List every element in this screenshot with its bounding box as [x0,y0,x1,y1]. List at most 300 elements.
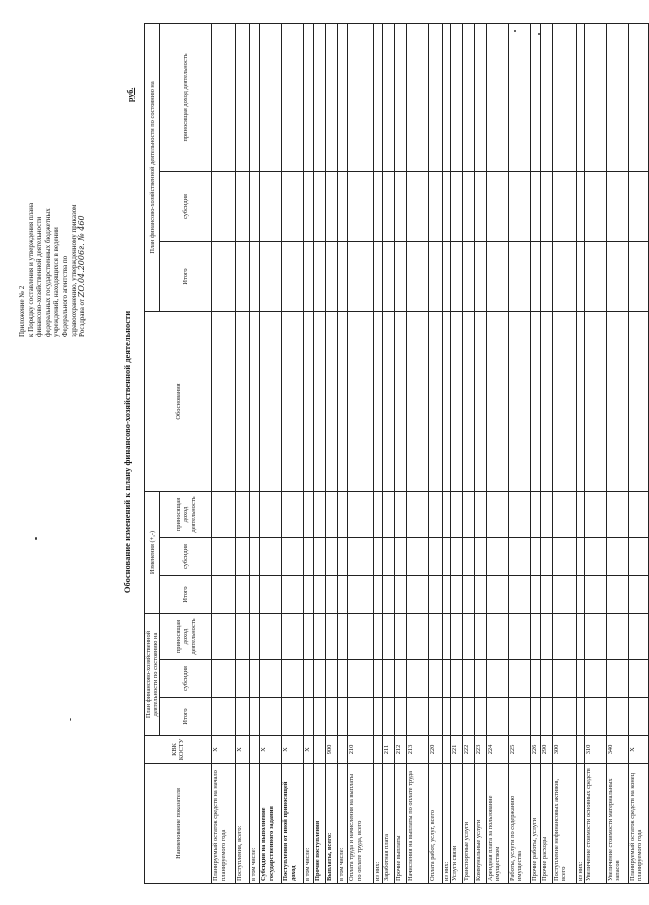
empty-cell [374,538,382,576]
empty-cell [442,311,450,491]
empty-cell [374,491,382,537]
empty-cell [260,311,282,491]
empty-cell [314,614,326,660]
empty-cell [212,23,236,171]
empty-cell [540,614,552,660]
empty-cell [486,171,508,241]
empty-cell [629,614,649,660]
row-label: Поступления, всего: [236,764,250,884]
empty-cell [374,23,382,171]
empty-cell [394,241,406,311]
empty-cell [486,23,508,171]
empty-cell [314,23,326,171]
empty-cell [212,311,236,491]
empty-cell [282,311,304,491]
empty-cell [552,698,576,736]
empty-cell [462,23,474,171]
empty-cell [607,241,629,311]
empty-cell [374,660,382,698]
empty-cell [326,614,338,660]
empty-cell [552,491,576,537]
empty-cell [338,660,348,698]
empty-cell [607,698,629,736]
row-label: в том числе: [304,764,314,884]
empty-cell [394,311,406,491]
empty-cell [314,311,326,491]
empty-cell [576,698,584,736]
empty-cell [474,241,486,311]
empty-cell [428,171,442,241]
currency-unit: руб. [126,87,135,102]
empty-cell [576,171,584,241]
table-row [552,23,576,883]
empty-cell [338,538,348,576]
empty-cell [462,614,474,660]
row-label: Коммунальные услуги [474,764,486,884]
table-row [338,23,348,883]
empty-cell [629,241,649,311]
row-label: из них: [576,764,584,884]
row-label: Прочие расходы [540,764,552,884]
empty-cell [338,171,348,241]
empty-cell [540,491,552,537]
row-label: Оплата работ, услуг, всего [428,764,442,884]
empty-cell [585,491,607,537]
empty-cell [260,614,282,660]
empty-cell [607,576,629,614]
empty-cell [462,698,474,736]
row-label: Субсидии на выполнение государственного задания [260,764,282,884]
table-row [394,23,406,883]
empty-cell [382,491,394,537]
empty-cell [406,614,428,660]
empty-cell [629,171,649,241]
empty-cell [462,241,474,311]
empty-cell [474,538,486,576]
empty-cell [607,491,629,537]
empty-cell [236,491,250,537]
row-code: 300 [552,736,576,764]
col-header-code: КВК КОСТУ [145,736,212,764]
empty-cell [348,311,374,491]
empty-cell [530,538,540,576]
empty-cell [474,491,486,537]
table-row [474,23,486,883]
empty-cell [338,491,348,537]
table-row [450,23,462,883]
row-label: в том числе: [338,764,348,884]
scan-speck [35,537,37,540]
empty-cell [508,576,530,614]
empty-cell [450,576,462,614]
empty-cell [540,538,552,576]
col-header-income: приносящая доход деятельность [160,614,212,660]
empty-cell [212,241,236,311]
empty-cell [382,698,394,736]
col-header-subsidy: субсидия [160,538,212,576]
row-code: 223 [474,736,486,764]
empty-cell [406,491,428,537]
empty-cell [338,576,348,614]
empty-cell [530,241,540,311]
row-code: 220 [428,736,442,764]
empty-cell [607,23,629,171]
table-row [462,23,474,883]
empty-cell [576,491,584,537]
empty-cell [442,241,450,311]
empty-cell [474,698,486,736]
empty-cell [348,614,374,660]
empty-cell [338,23,348,171]
empty-cell [585,171,607,241]
table-row [374,23,382,883]
empty-cell [607,614,629,660]
row-code [314,736,326,764]
table-row [585,23,607,883]
row-code: X [629,736,649,764]
empty-cell [250,698,260,736]
empty-cell [462,171,474,241]
empty-cell [348,23,374,171]
empty-cell [576,241,584,311]
empty-cell [236,171,250,241]
empty-cell [486,241,508,311]
empty-cell [304,171,314,241]
row-code: 210 [348,736,374,764]
empty-cell [607,171,629,241]
empty-cell [394,538,406,576]
empty-cell [530,23,540,171]
empty-cell [607,660,629,698]
empty-cell [629,311,649,491]
table-row [212,23,236,883]
empty-cell [282,23,304,171]
empty-cell [486,538,508,576]
table-row [326,23,338,883]
row-code: X [260,736,282,764]
empty-cell [394,698,406,736]
appendix-line: к Порядку составления и утверждения плана [26,202,35,337]
empty-cell [260,698,282,736]
empty-cell [348,538,374,576]
table-row [250,23,260,883]
empty-cell [552,538,576,576]
empty-cell [304,311,314,491]
empty-cell [314,241,326,311]
empty-cell [326,538,338,576]
table-row [348,23,374,883]
row-code: 225 [508,736,530,764]
empty-cell [236,698,250,736]
col-header-name: Наименование показателя [145,764,212,884]
table-row [314,23,326,883]
scan-speck [538,33,540,35]
empty-cell [552,576,576,614]
empty-cell [394,660,406,698]
empty-cell [406,538,428,576]
row-label: Планируемый остаток средств на начало планируемого года [212,764,236,884]
table-row [530,23,540,883]
empty-cell [382,241,394,311]
row-code [374,736,382,764]
empty-cell [450,491,462,537]
empty-cell [304,491,314,537]
row-code: X [212,736,236,764]
empty-cell [585,576,607,614]
handwritten-order-number: ZO.04.2006г. № 460 [77,215,87,298]
empty-cell [260,491,282,537]
empty-cell [304,241,314,311]
empty-cell [406,311,428,491]
empty-cell [282,171,304,241]
empty-cell [607,538,629,576]
empty-cell [374,171,382,241]
empty-cell [462,660,474,698]
col-header-plan-start: План финансово-хозяйственной деятельности по состоянию на [145,614,160,736]
table-row [282,23,304,883]
empty-cell [585,311,607,491]
empty-cell [212,576,236,614]
empty-cell [326,241,338,311]
empty-cell [260,23,282,171]
empty-cell [585,660,607,698]
empty-cell [540,311,552,491]
table-row [540,23,552,883]
empty-cell [236,23,250,171]
empty-cell [212,171,236,241]
empty-cell [428,576,442,614]
empty-cell [260,171,282,241]
empty-cell [250,311,260,491]
empty-cell [406,171,428,241]
empty-cell [552,241,576,311]
empty-cell [442,614,450,660]
empty-cell [260,241,282,311]
empty-cell [374,241,382,311]
appendix-line: здравоохранению, утвержденному приказом [69,204,78,337]
empty-cell [486,491,508,537]
table-row [428,23,442,883]
empty-cell [474,576,486,614]
row-label: Поступления от иной приносящей доход [282,764,304,884]
empty-cell [450,23,462,171]
row-code: 211 [382,736,394,764]
empty-cell [428,660,442,698]
empty-cell [250,171,260,241]
empty-cell [428,538,442,576]
table-row [508,23,530,883]
empty-cell [374,614,382,660]
empty-cell [304,614,314,660]
empty-cell [394,491,406,537]
empty-cell [428,241,442,311]
empty-cell [629,538,649,576]
empty-cell [585,241,607,311]
table-row [236,23,250,883]
empty-cell [282,538,304,576]
empty-cell [486,311,508,491]
empty-cell [338,241,348,311]
empty-cell [428,311,442,491]
empty-cell [629,23,649,171]
empty-cell [552,614,576,660]
empty-cell [314,171,326,241]
empty-cell [260,660,282,698]
order-reference [78,37,87,337]
row-code [576,736,584,764]
empty-cell [212,491,236,537]
empty-cell [236,576,250,614]
empty-cell [462,491,474,537]
col-header-plan-end: План финансово-хозяйственной деятельности по состоянию на [145,23,160,311]
empty-cell [348,171,374,241]
empty-cell [474,171,486,241]
empty-cell [348,576,374,614]
appendix-note [18,37,87,337]
empty-cell [394,171,406,241]
appendix-line: федеральных государственных бюджетных [43,208,52,337]
row-label: в том числе: [250,764,260,884]
empty-cell [304,576,314,614]
row-label: Оплата труда и начисления на выплаты по оплате труда, всего [348,764,374,884]
empty-cell [629,698,649,736]
row-label: Планируемый остаток средств на конец планируемого года [629,764,649,884]
empty-cell [212,614,236,660]
empty-cell [508,491,530,537]
empty-cell [508,660,530,698]
empty-cell [282,241,304,311]
row-label: Увеличение стоимости материальных запасов [607,764,629,884]
empty-cell [530,614,540,660]
empty-cell [450,698,462,736]
empty-cell [576,311,584,491]
empty-cell [462,538,474,576]
empty-cell [282,614,304,660]
empty-cell [576,576,584,614]
row-code: 213 [406,736,428,764]
empty-cell [540,660,552,698]
empty-cell [382,660,394,698]
empty-cell [508,538,530,576]
empty-cell [236,660,250,698]
empty-cell [508,614,530,660]
empty-cell [576,538,584,576]
appendix-line: финансово-хозяйственной деятельности [35,216,44,337]
empty-cell [374,311,382,491]
empty-cell [236,311,250,491]
empty-cell [406,576,428,614]
scan-speck [70,718,71,721]
empty-cell [406,23,428,171]
empty-cell [585,23,607,171]
empty-cell [486,698,508,736]
empty-cell [282,491,304,537]
empty-cell [282,576,304,614]
empty-cell [212,660,236,698]
row-label: Увеличение стоимости основных средств [585,764,607,884]
empty-cell [406,241,428,311]
empty-cell [576,660,584,698]
empty-cell [585,538,607,576]
empty-cell [486,614,508,660]
empty-cell [442,660,450,698]
empty-cell [250,538,260,576]
empty-cell [552,311,576,491]
row-code [442,736,450,764]
empty-cell [508,698,530,736]
row-code: X [236,736,250,764]
empty-cell [428,491,442,537]
empty-cell [585,614,607,660]
table-row [442,23,450,883]
empty-cell [508,311,530,491]
row-code: X [282,736,304,764]
empty-cell [540,698,552,736]
empty-cell [348,698,374,736]
table-row [304,23,314,883]
empty-cell [552,171,576,241]
empty-cell [382,538,394,576]
row-code: 221 [450,736,462,764]
row-label: Услуги связи [450,764,462,884]
col-header-total: Итого [160,576,212,614]
table-row [260,23,282,883]
col-header-income: приносящая доход деятельность [160,491,212,537]
empty-cell [348,491,374,537]
empty-cell [442,538,450,576]
table-row [607,23,629,883]
row-label: Работы, услуги по содержанию имущества [508,764,530,884]
empty-cell [508,171,530,241]
empty-cell [462,576,474,614]
row-code: 290 [540,736,552,764]
empty-cell [450,241,462,311]
empty-cell [607,311,629,491]
empty-cell [474,660,486,698]
row-label: Прочие поступления [314,764,326,884]
empty-cell [629,660,649,698]
empty-cell [540,171,552,241]
empty-cell [326,23,338,171]
table-row [486,23,508,883]
row-label: Транспортные услуги [462,764,474,884]
empty-cell [348,241,374,311]
header-row-top [145,23,160,883]
empty-cell [212,698,236,736]
empty-cell [428,698,442,736]
empty-cell [326,660,338,698]
table-row [406,23,428,883]
empty-cell [530,698,540,736]
col-header-subsidy: субсидия [160,660,212,698]
empty-cell [442,698,450,736]
col-header-justification: Обоснования [145,311,212,491]
empty-cell [314,491,326,537]
empty-cell [374,698,382,736]
empty-cell [462,311,474,491]
empty-cell [442,171,450,241]
appendix-line: учреждений, находящихся в ведении [52,227,61,337]
row-label: Арендная плата за пользование имуществом [486,764,508,884]
empty-cell [326,698,338,736]
empty-cell [338,614,348,660]
empty-cell [304,23,314,171]
col-header-total: Итого [160,241,212,311]
empty-cell [250,660,260,698]
row-label: Поступление нефинансовых активов, всего [552,764,576,884]
empty-cell [406,660,428,698]
empty-cell [474,23,486,171]
